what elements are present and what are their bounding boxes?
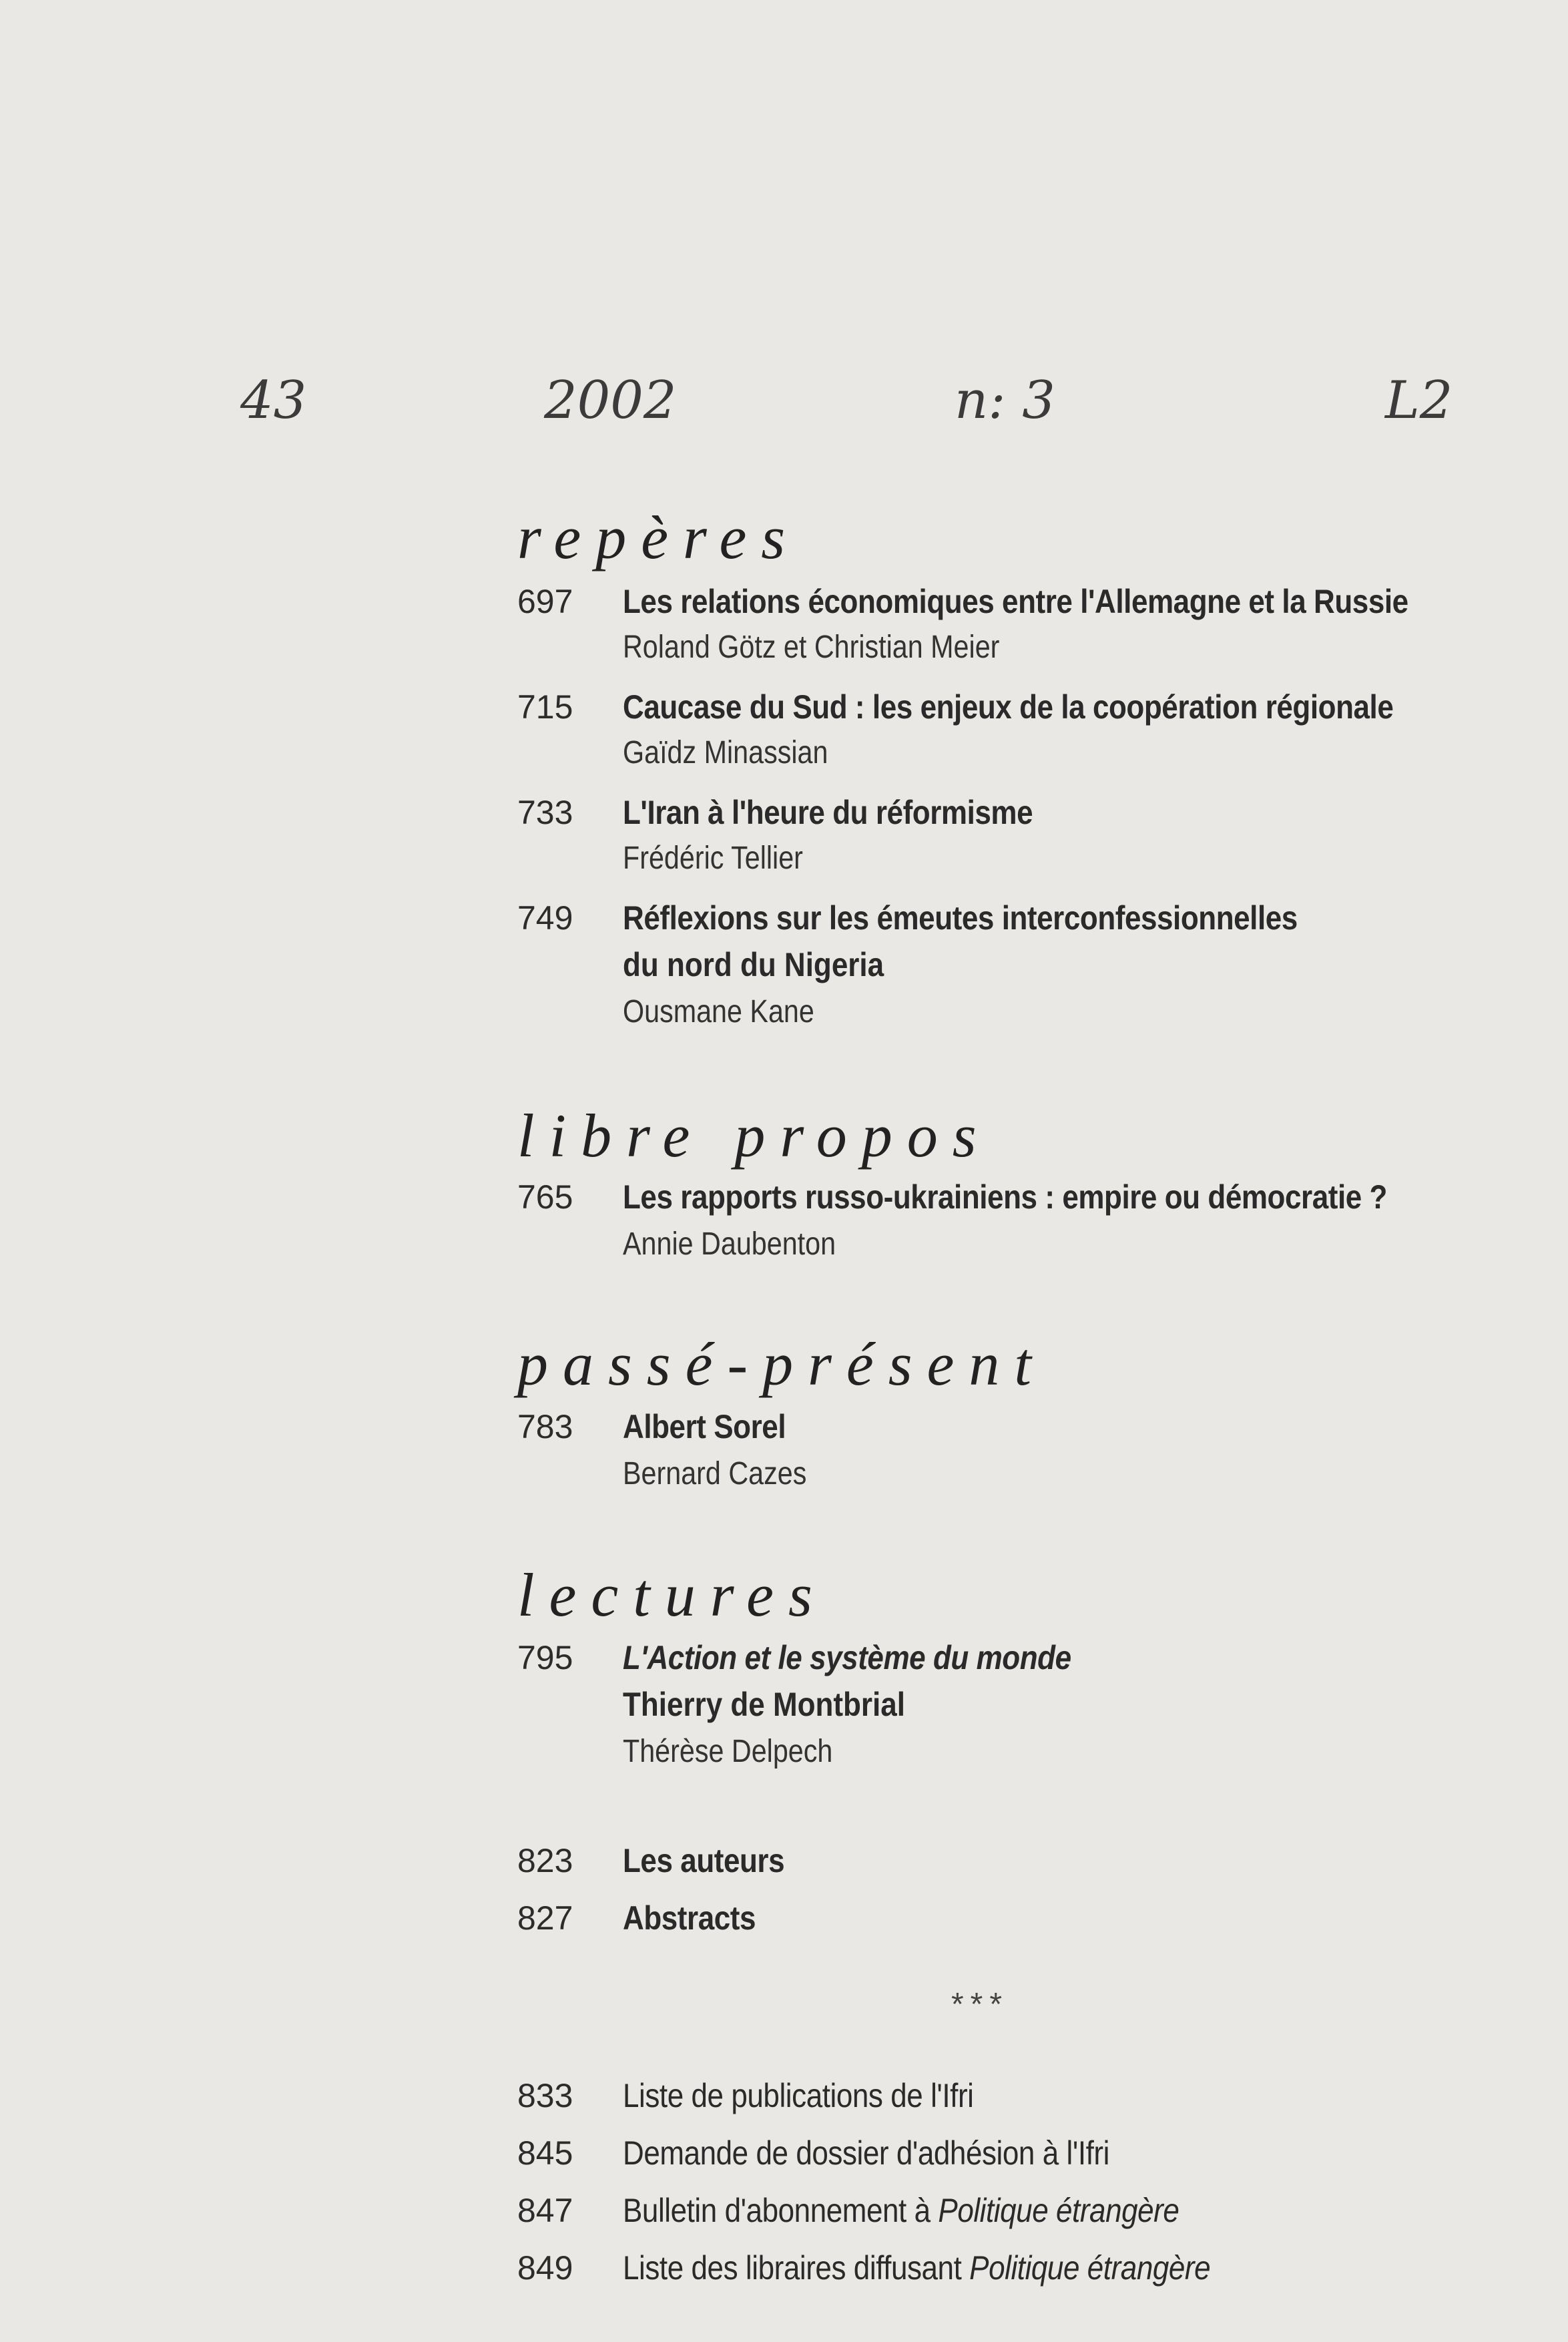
handwritten-year: 2002 xyxy=(544,371,677,431)
page-number: 697 xyxy=(517,583,573,620)
page-number: 715 xyxy=(517,688,573,726)
article-title: Caucase du Sud : les enjeux de la coopération régionale xyxy=(623,688,1394,726)
page-number: 827 xyxy=(517,1899,573,1937)
appendix-title: Bulletin d'abonnement à xyxy=(623,2192,939,2229)
article-title: Les rapports russo-ukrainiens : empire ou démocratie ? xyxy=(623,1178,1387,1216)
section-title-reperes: repères xyxy=(517,503,800,571)
article-author: Thérèse Delpech xyxy=(623,1734,833,1769)
article-title: L'Action et le système du monde xyxy=(623,1639,1071,1676)
appendix-title-wrapper xyxy=(623,2191,1179,2230)
appendix-title-wrapper xyxy=(623,2249,1210,2287)
separator-asterisks: *** xyxy=(951,1987,1009,2022)
section-title-passe-present: passé-présent xyxy=(517,1330,1046,1398)
article-author: Annie Daubenton xyxy=(623,1226,836,1262)
article-title: Albert Sorel xyxy=(623,1408,786,1445)
page-number: 847 xyxy=(517,2192,573,2229)
page-number: 733 xyxy=(517,794,573,831)
appendix-title: Liste de publications de l'Ifri xyxy=(623,2077,974,2114)
handwritten-volume: 43 xyxy=(240,371,307,431)
article-author: Bernard Cazes xyxy=(623,1456,807,1491)
handwritten-code: L2 xyxy=(1385,371,1453,431)
handwritten-issue: n: 3 xyxy=(955,371,1055,431)
article-title-line2: du nord du Nigeria xyxy=(623,946,884,983)
page-number: 795 xyxy=(517,1639,573,1676)
journal-name: Politique étrangère xyxy=(969,2249,1211,2287)
article-author: Ousmane Kane xyxy=(623,994,814,1029)
article-title: Réflexions sur les émeutes interconfessionnelles xyxy=(623,899,1298,937)
page-number: 845 xyxy=(517,2134,573,2172)
appendix-title: Liste des libraires diffusant xyxy=(623,2249,970,2287)
appendix-title: Demande de dossier d'adhésion à l'Ifri xyxy=(623,2134,1109,2172)
page-number: 849 xyxy=(517,2249,573,2287)
article-author: Roland Götz et Christian Meier xyxy=(623,630,1000,665)
section-title-lectures: lectures xyxy=(517,1561,827,1629)
article-title-line2: Thierry de Montbrial xyxy=(623,1686,905,1723)
article-author: Frédéric Tellier xyxy=(623,841,803,876)
page-number: 783 xyxy=(517,1408,573,1445)
page-number: 765 xyxy=(517,1178,573,1216)
article-title: Abstracts xyxy=(623,1899,756,1937)
section-title-libre-propos: libre propos xyxy=(517,1102,991,1170)
journal-name: Politique étrangère xyxy=(938,2192,1180,2229)
article-title: L'Iran à l'heure du réformisme xyxy=(623,794,1033,831)
page-number: 749 xyxy=(517,899,573,937)
page-number: 833 xyxy=(517,2077,573,2114)
article-title: Les relations économiques entre l'Allemagne et la Russie xyxy=(623,583,1408,620)
page-number: 823 xyxy=(517,1842,573,1879)
article-title: Les auteurs xyxy=(623,1842,785,1879)
bleed-through-decoration xyxy=(317,134,985,214)
article-author: Gaïdz Minassian xyxy=(623,735,828,770)
